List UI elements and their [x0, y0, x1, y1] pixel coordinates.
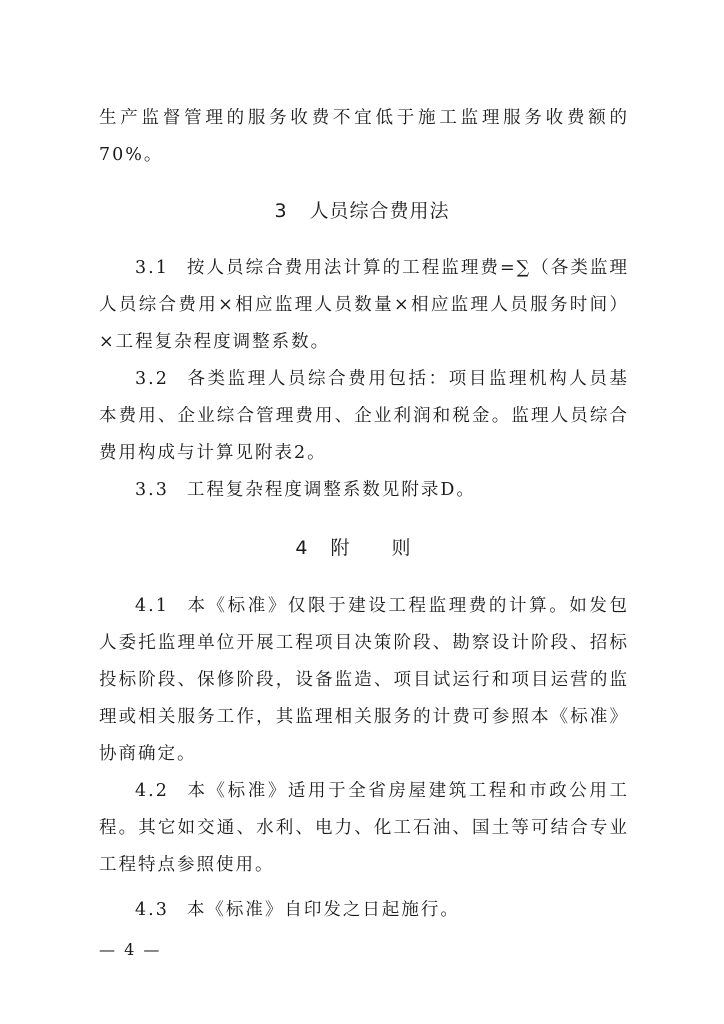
section-3-heading — [0, 196, 724, 223]
clause-text: 本《标准》适用于全省房屋建筑工程和市政公用工程。其它如交通、水利、电力、化工石油、国土等可结合专业工程特点参照使用。 — [99, 781, 629, 875]
clause-number: 3.3 — [135, 480, 169, 500]
clause-number: 4.2 — [135, 781, 169, 801]
clause-3-2 — [99, 361, 629, 472]
clause-text: 各类监理人员综合费用包括：项目监理机构人员基本费用、企业综合管理费用、企业利润和税金。监理人员综合费用构成与计算见附表2。 — [99, 369, 629, 463]
clause-4-3 — [99, 892, 629, 929]
section-3-number: 3 — [274, 200, 288, 222]
clause-number: 3.2 — [135, 369, 169, 389]
clause-text: 按人员综合费用法计算的工程监理费=∑（各类监理人员综合费用×相应监理人员数量×相应监理人员服务时间）×工程复杂程度调整系数。 — [99, 258, 629, 352]
intro-paragraph — [99, 100, 629, 174]
clause-text: 本《标准》自印发之日起施行。 — [186, 900, 460, 920]
clause-3-3 — [99, 472, 629, 509]
section-4-number: 4 — [295, 537, 309, 559]
section-3-title: 人员综合费用法 — [309, 200, 450, 222]
clause-number: 4.3 — [135, 900, 169, 920]
clause-number: 4.1 — [135, 596, 169, 616]
clause-text: 工程复杂程度调整系数见附录D。 — [186, 480, 476, 500]
page-number: — 4 — — [99, 940, 162, 959]
section-4-title: 附 则 — [330, 537, 429, 559]
clause-3-1 — [99, 250, 629, 361]
clause-number: 3.1 — [135, 258, 169, 278]
intro-text: 生产监督管理的服务收费不宜低于施工监理服务收费额的70%。 — [99, 108, 629, 165]
section-4-heading — [0, 533, 724, 560]
clause-4-2 — [99, 773, 629, 884]
clause-4-1 — [99, 588, 629, 773]
clause-text: 本《标准》仅限于建设工程监理费的计算。如发包人委托监理单位开展工程项目决策阶段、勘察设计阶段、招标投标阶段、保修阶段，设备监造、项目试运行和项目运营的监理或相关服务工作，其监理相关服务的计费可参照本《标准》协商确定。 — [99, 596, 629, 764]
